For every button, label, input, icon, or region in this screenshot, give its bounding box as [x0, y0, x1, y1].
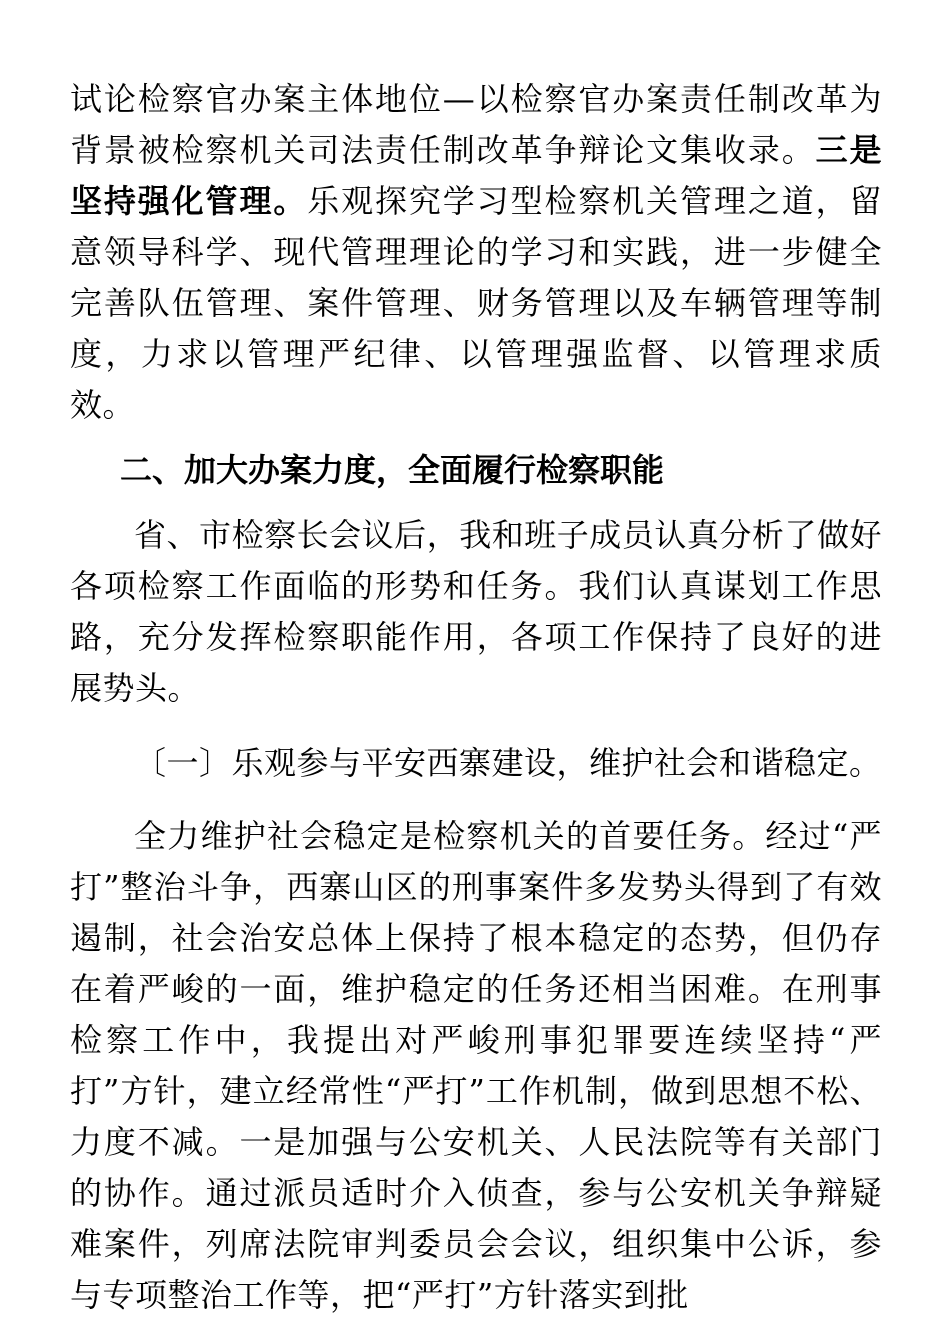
- section-heading-2: 二、加大办案力度，全面履行检察职能: [120, 451, 665, 489]
- paragraph-management-text-a: 试论检察官办案主体地位—以检察官办案责任制改革为背景被检察机关司法责任制改革争辩论文集收录。: [70, 80, 882, 169]
- paragraph-stability: 全力维护社会稳定是检察机关的首要任务。经过“严打”整治斗争，西寨山区的刑事案件多发势头得到了有效遏制，社会治安总体上保持了根本稳定的态势，但仍存在着严峻的一面，维护稳定的任务还相当困难。在刑事检察工作中，我提出对严峻刑事犯罪要连续坚持“严打”方针，建立经常性“严打”工作机制，做到思想不松、力度不减。一是加强与公安机关、人民法院等有关部门的协作。通过派员适时介入侦查，参与公安机关争辩疑难案件，列席法院审判委员会会议，组织集中公诉，参与专项整治工作等，把“严打”方针落实到批: [70, 817, 882, 1314]
- subheading-1: 〔一〕乐观参与平安西寨建设，维护社会和谐稳定。: [134, 744, 882, 782]
- paragraph-management-text-b: 乐观探究学习型检察机关管理之道，留意领导科学、现代管理理论的学习和实践，进一步健全完善队伍管理、案件管理、财务管理以及车辆管理等制度，力求以管理严纪律、以管理强监督、以管理求质效。: [70, 182, 882, 424]
- paragraph-meeting: 省、市检察长会议后，我和班子成员认真分析了做好各项检察工作面临的形势和任务。我们认真谋划工作思路，充分发挥检察职能作用，各项工作保持了良好的进展势头。: [70, 516, 882, 707]
- paragraph-management-bold: 三是坚持强化管理。: [70, 131, 882, 220]
- paragraph-management: [70, 74, 882, 431]
- document-page: [70, 74, 882, 1321]
